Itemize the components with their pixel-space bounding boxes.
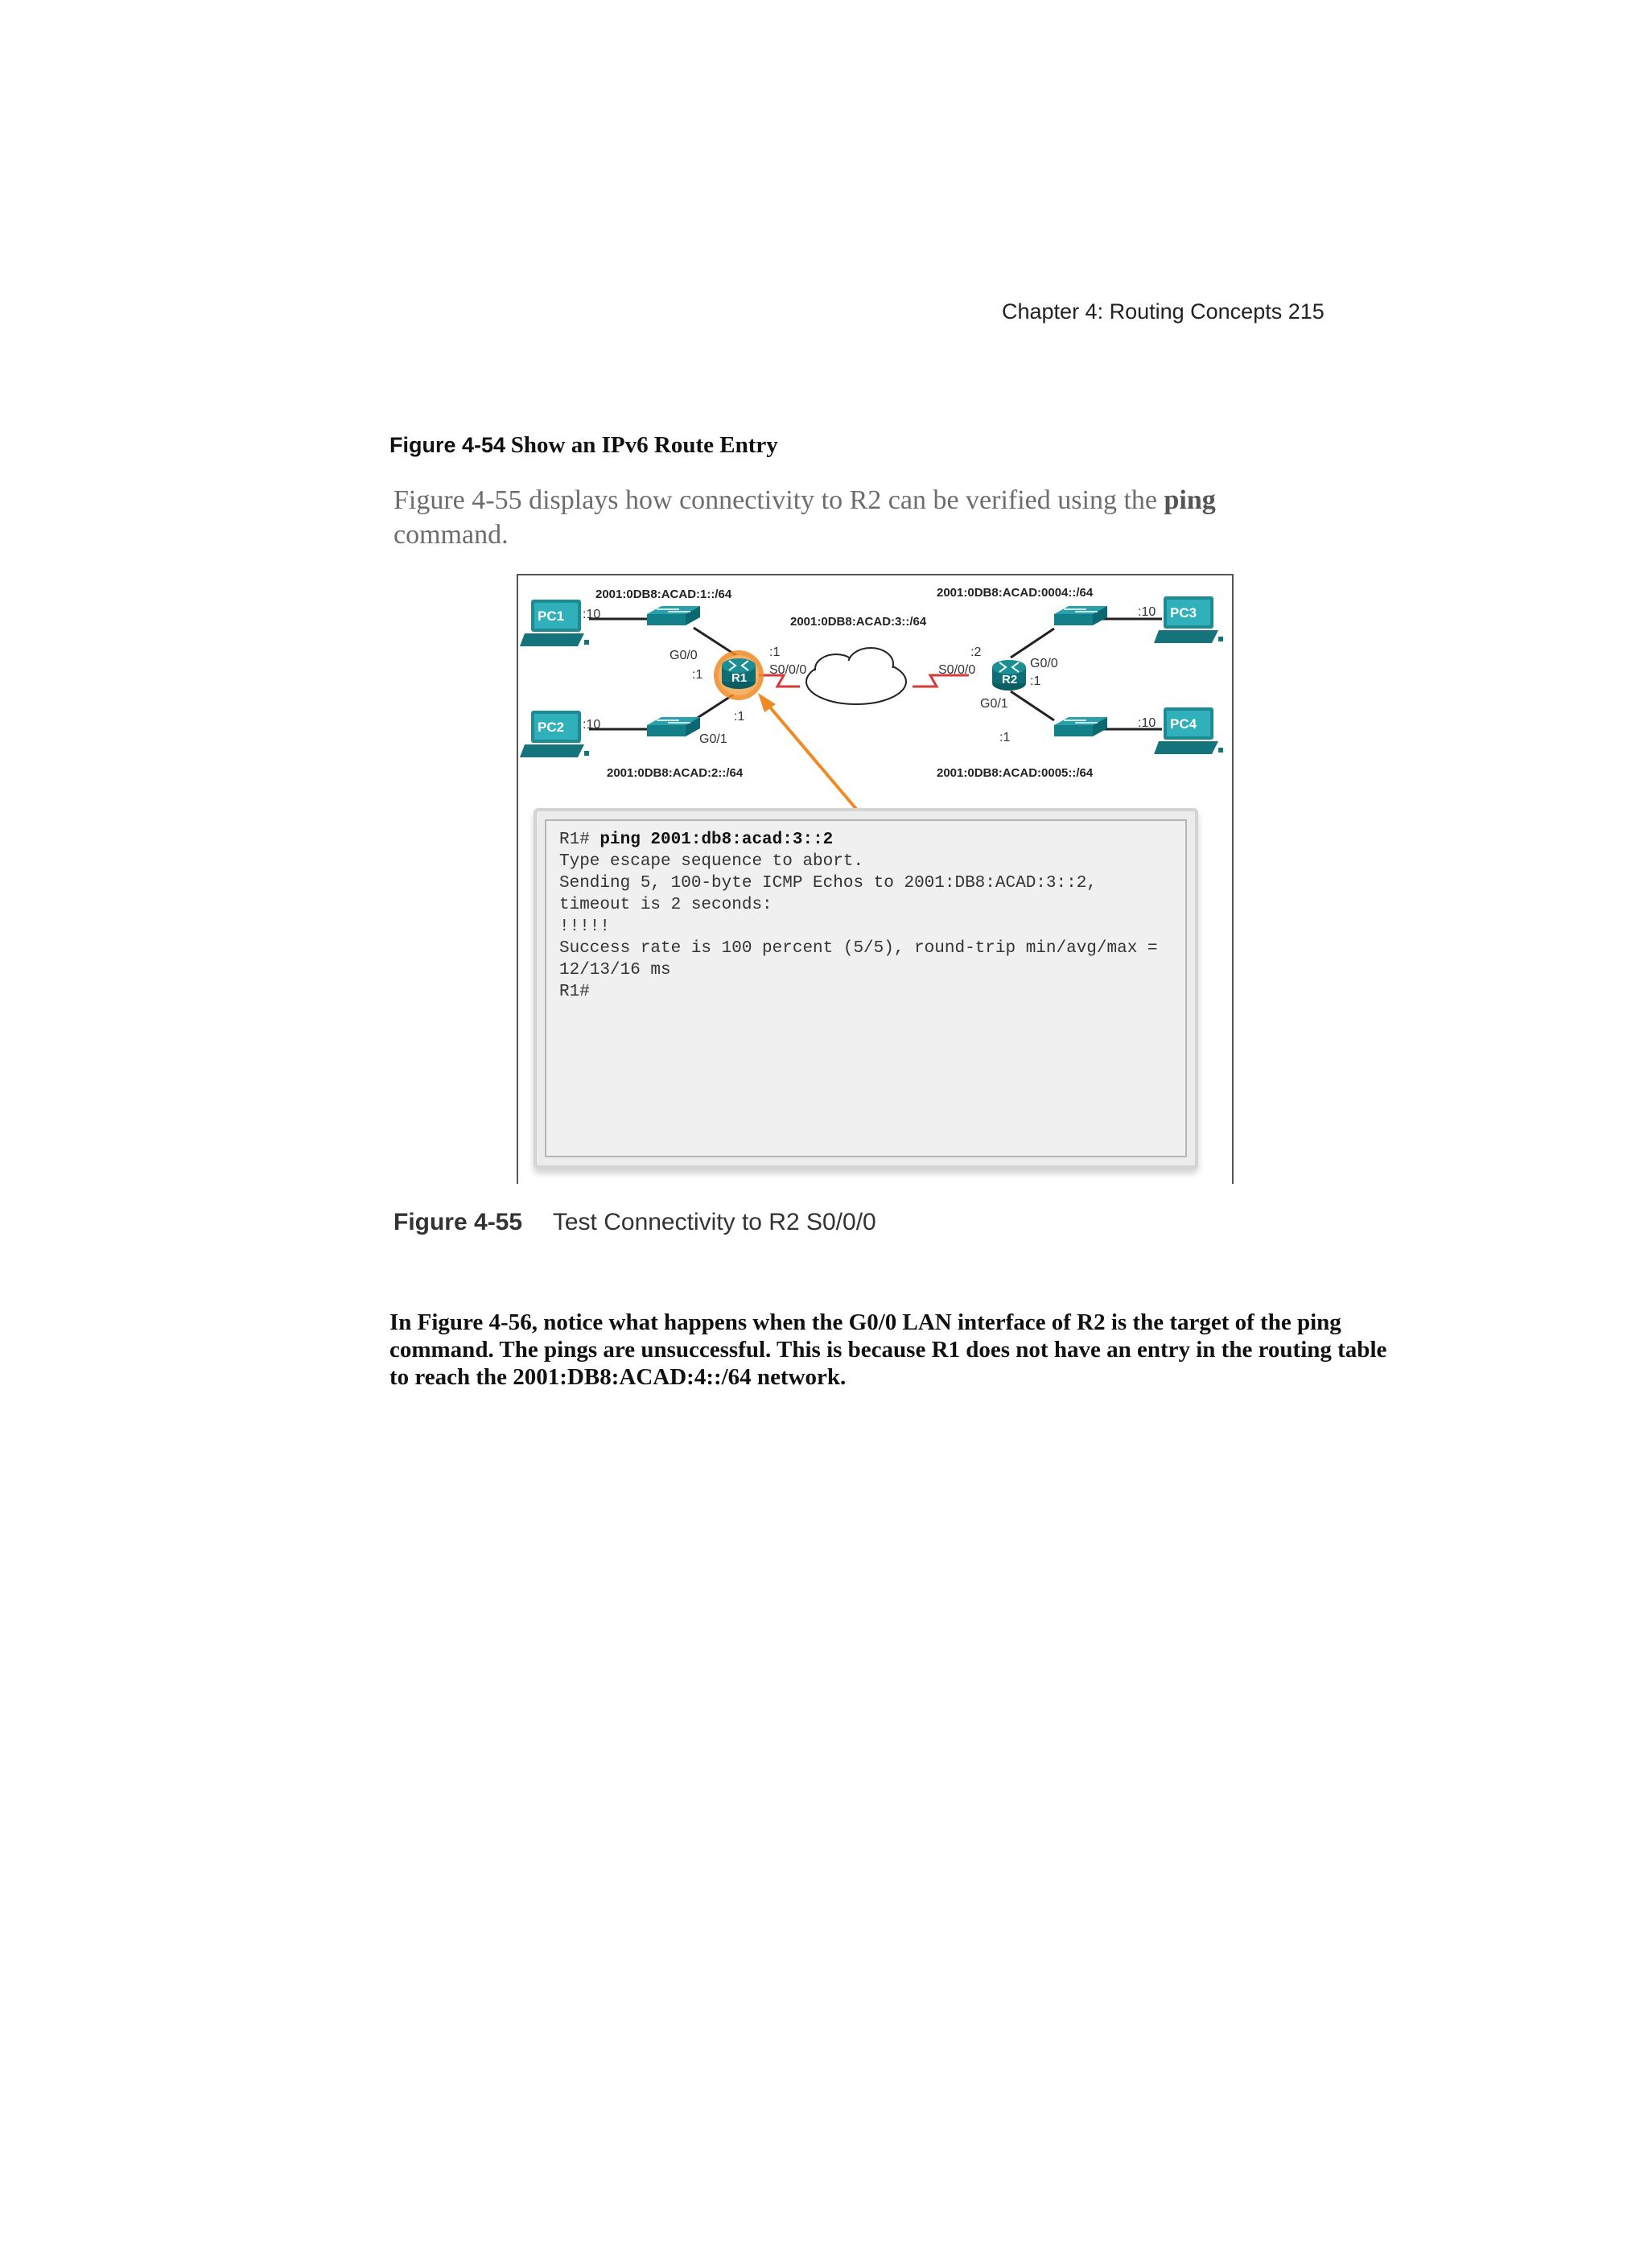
switch-icon bbox=[1054, 717, 1107, 736]
terminal-window bbox=[534, 808, 1198, 1169]
highlight-arrow bbox=[766, 703, 856, 809]
intro-keyword: ping bbox=[1164, 485, 1216, 515]
figure-54-caption bbox=[389, 432, 778, 459]
serial-link-r1 bbox=[757, 675, 800, 687]
r1-g01-label: G0/1 bbox=[699, 732, 727, 746]
figure-55-title: Test Connectivity to R2 S0/0/0 bbox=[552, 1209, 876, 1235]
pc1-computer-icon bbox=[520, 600, 589, 646]
terminal-output bbox=[545, 819, 1187, 1157]
r2-g00-id: :1 bbox=[1030, 674, 1041, 688]
r1-g00-id: :1 bbox=[692, 668, 703, 682]
r1-g01-id: :1 bbox=[734, 710, 745, 724]
terminal-line: Success rate is 100 percent (5/5), round-trip min/avg/max = bbox=[559, 939, 1158, 958]
terminal-line: 12/13/16 ms bbox=[559, 961, 671, 979]
intro-paragraph bbox=[393, 483, 1295, 552]
r2-s000-label: S0/0/0 bbox=[938, 663, 976, 677]
pc1-label: PC1 bbox=[538, 608, 565, 624]
pc1-host-id: :10 bbox=[583, 608, 601, 621]
network-topology-diagram bbox=[518, 575, 1232, 817]
running-head: Chapter 4: Routing Concepts 215 bbox=[1002, 299, 1325, 324]
r2-label: R2 bbox=[1002, 673, 1018, 687]
terminal-command: ping 2001:db8:acad:3::2 bbox=[599, 831, 834, 849]
pc4-computer-icon bbox=[1154, 707, 1223, 754]
body-paragraph: In Figure 4-56, notice what happens when the G0/0 LAN interface of R2 is the target of the ping command. The pings are unsuccessful. This is because R1 does not have an entry in the routing table to reach the 2001:DB8:ACAD:4::/64 network. bbox=[389, 1309, 1387, 1390]
network-label-pc4-lan: 2001:0DB8:ACAD:0005::/64 bbox=[937, 766, 1094, 780]
terminal-line: Type escape sequence to abort. bbox=[559, 852, 864, 871]
intro-text-after: command. bbox=[393, 520, 509, 550]
link-r2-switch3 bbox=[1011, 629, 1054, 658]
figure-54-number: Figure 4-54 bbox=[389, 433, 506, 457]
r2-g01-id: :1 bbox=[999, 731, 1011, 744]
r1-label: R1 bbox=[731, 671, 748, 685]
pc3-host-id: :10 bbox=[1138, 605, 1156, 619]
r1-g00-label: G0/0 bbox=[670, 649, 698, 662]
network-label-pc3-lan: 2001:0DB8:ACAD:0004::/64 bbox=[937, 586, 1094, 600]
terminal-line: R1# bbox=[559, 983, 590, 1001]
network-label-serial: 2001:0DB8:ACAD:3::/64 bbox=[790, 615, 927, 629]
terminal-line: !!!!! bbox=[559, 918, 611, 936]
pc2-host-id: :10 bbox=[583, 718, 601, 732]
pc4-host-id: :10 bbox=[1138, 716, 1156, 730]
r1-router-icon bbox=[714, 650, 764, 700]
terminal-command-line bbox=[559, 831, 833, 849]
pc2-label: PC2 bbox=[538, 720, 565, 735]
pc3-computer-icon bbox=[1154, 596, 1223, 643]
terminal-prompt: R1# bbox=[559, 831, 600, 849]
r1-s000-label: S0/0/0 bbox=[769, 663, 807, 677]
r2-router-icon bbox=[992, 660, 1026, 691]
wan-cloud-icon bbox=[806, 648, 906, 704]
network-label-pc1-lan: 2001:0DB8:ACAD:1::/64 bbox=[595, 588, 732, 601]
switch-icon bbox=[1054, 606, 1107, 625]
pc3-label: PC3 bbox=[1170, 605, 1197, 621]
figure-55-number: Figure 4-55 bbox=[393, 1209, 523, 1235]
r2-s000-id: :2 bbox=[970, 645, 982, 659]
terminal-line: timeout is 2 seconds: bbox=[559, 896, 772, 914]
intro-text-before: Figure 4-55 displays how connectivity to R2 can be verified using the bbox=[393, 485, 1164, 515]
figure-55-caption bbox=[393, 1209, 876, 1236]
r2-g00-label: G0/0 bbox=[1030, 657, 1058, 670]
serial-link-r2 bbox=[913, 675, 969, 687]
figure-54-title: Show an IPv6 Route Entry bbox=[510, 432, 778, 458]
switch-icon bbox=[647, 717, 700, 736]
pc2-computer-icon bbox=[520, 711, 589, 757]
r2-g01-label: G0/1 bbox=[980, 697, 1008, 711]
switch-icon bbox=[647, 606, 700, 625]
network-label-pc2-lan: 2001:0DB8:ACAD:2::/64 bbox=[607, 766, 744, 780]
terminal-line: Sending 5, 100-byte ICMP Echos to 2001:DB8:ACAD:3::2, bbox=[559, 874, 1097, 893]
link-r2-switch4 bbox=[1011, 691, 1054, 720]
r1-s000-id: :1 bbox=[769, 645, 781, 659]
pc4-label: PC4 bbox=[1170, 716, 1197, 732]
